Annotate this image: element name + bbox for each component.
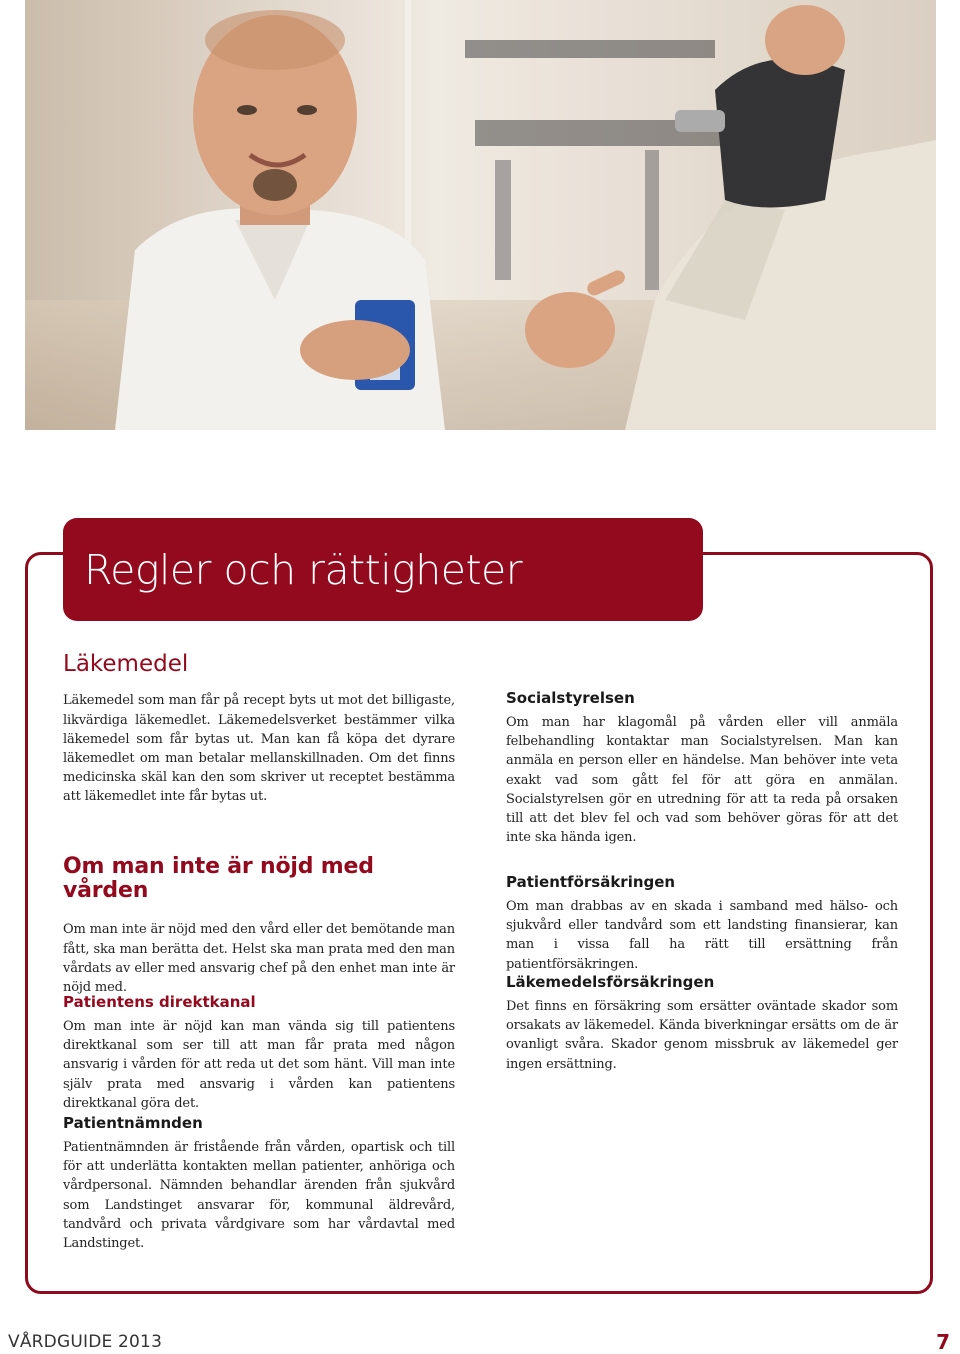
heading-patientnamnden: Patientnämnden — [63, 1114, 203, 1132]
section-socialstyrelsen — [506, 689, 898, 847]
heading-lakemedel: Läkemedel — [63, 651, 189, 677]
heading-nojd: Om man inte är nöjd med vården — [63, 854, 374, 904]
text-lakemedel: Läkemedel som man får på recept byts ut mot det billigaste, likvärdiga läkemedlet. Läkemedelsverket bestämmer vilka läkemedel som får bytas ut. Man kan få köpa det dyrare läkemedlet om man betalar mellanskillnaden. Om det finns medicinska skäl kan den som skriver ut receptet bestämma att läkemedlet inte får bytas ut. — [63, 693, 455, 805]
text-patientnamnden: Patientnämnden är fristående från vården, opartisk och till för att underlätta kontakten mellan patienter, anhöriga och vårdpersonal. Nämnden behandlar ärenden från sjukvård som Landstinget ansvarar för, kommunal äldrevård, tandvård och privata vårdgivare som har vårdavtal med Landstinget. — [63, 1140, 455, 1252]
heading-patientforsakringen: Patientförsäkringen — [506, 873, 676, 891]
heading-socialstyrelsen: Socialstyrelsen — [506, 689, 635, 707]
section-patientforsakringen — [506, 873, 898, 974]
page-title: Regler och rättigheter — [84, 546, 523, 594]
text-patientforsakringen: Om man drabbas av en skada i samband med hälso- och sjukvård eller tandvård som ett landsting finansierar, kan man i vissa fall ha rätt till ersättning från patientförsäkringen. — [506, 899, 898, 972]
title-banner — [63, 518, 703, 621]
section-lakemedelsforsakringen — [506, 973, 898, 1074]
section-direktkanal — [63, 993, 455, 1113]
section-lakemedel — [63, 652, 455, 807]
photo-image — [25, 0, 936, 430]
heading-direktkanal: Patientens direktkanal — [63, 993, 256, 1011]
text-nojd: Om man inte är nöjd med den vård eller det bemötande man fått, ska man berätta det. Helst ska man prata med den man vårdats av eller med ansvarig chef på den enhet man inte är nöjd med. — [63, 922, 455, 995]
section-patientnamnden — [63, 1114, 455, 1253]
footer-publication: VÅRDGUIDE 2013 — [8, 1332, 163, 1352]
heading-lakemedelsforsakringen: Läkemedelsförsäkringen — [506, 973, 715, 991]
text-socialstyrelsen: Om man har klagomål på vården eller vill anmäla felbehandling kontaktar man Socialstyrelsen. Man kan anmäla en person eller en händelse. Man behöver inte veta exakt vad som gått fel för att göra en anmälan. Socialstyrelsen gör en utredning för att ta reda på orsaken till att det blev fel och vad som behöver göras för att det inte ska hända igen. — [506, 715, 898, 846]
page-number: 7 — [936, 1330, 950, 1354]
text-direktkanal: Om man inte är nöjd kan man vända sig till patientens direktkanal som ser till att man får prata med någon ansvarig i vården för att reda ut det som hänt. Vill man inte själv prata med ansvarig i vården kan patientens direktkanal göra det. — [63, 1019, 455, 1111]
text-lakemedelsforsakringen: Det finns en försäkring som ersätter oväntade skador som orsakats av läkemedel. Kända biverkningar ersätts om de är ovanligt svåra. Skador genom missbruk av läkemedel ger ingen ersättning. — [506, 999, 898, 1072]
header-photo — [25, 0, 936, 430]
section-nojd — [63, 855, 455, 997]
